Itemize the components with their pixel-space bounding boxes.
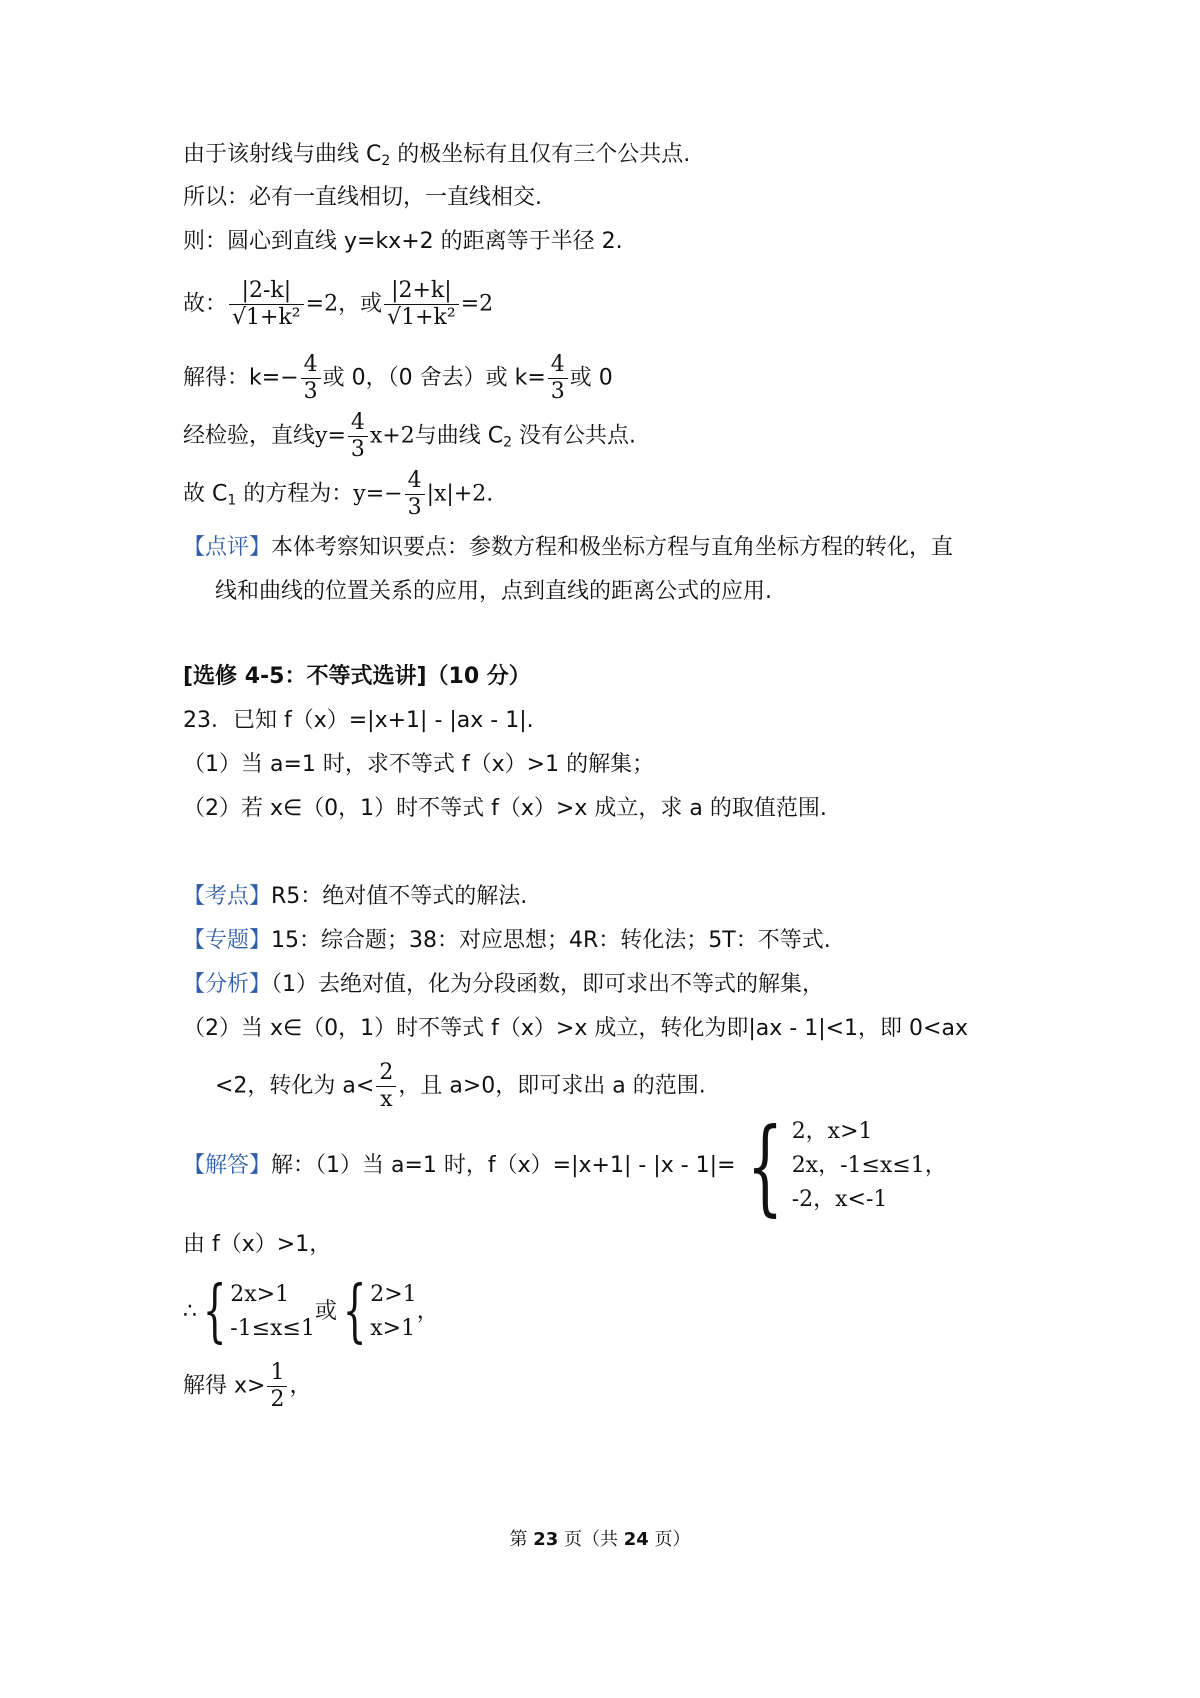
formula-distance: 故： $\frac{|2-k|}{\text{√1+k²}}$ =2，或 $\frac{|2+k|}{\text{√1+k²}}$ =2 <box>183 278 494 330</box>
left-brace: { <box>202 1272 227 1351</box>
fraction: $\frac{4}{3}$ <box>548 352 568 405</box>
left-brace: { <box>746 1105 783 1227</box>
text-line-2: 所以：必有一直线相切，一直线相交. <box>183 185 542 210</box>
zhuanti-tag: 【专题】 <box>183 928 272 953</box>
solution-line-1: 【解答】解：（1）当 a=1 时，f（x）=|x+1| - |x - 1|= { 2，x>1 2x，-1≤x≤1， -2，x<-1 <box>183 1105 947 1227</box>
zhuanti-line: 【专题】15：综合题；38：对应思想；4R：转化法；5T：不等式. <box>183 928 831 953</box>
fraction: $\frac{|2-k|}{\text{√1+k²}}$ <box>229 278 304 331</box>
fenxi-line-2: （2）当 x∈（0，1）时不等式 f（x）>x 成立，转化为即|ax - 1|<1，即 0<ax <box>183 1016 968 1041</box>
system-2: 2>1 x>1 <box>370 1282 417 1341</box>
comment-line-1: 【点评】本体考察知识要点：参数方程和极坐标方程与直角坐标方程的转化，直 <box>183 535 954 560</box>
problem-question-1: （1）当 a=1 时，求不等式 f（x）>1 的解集； <box>183 752 655 777</box>
total-pages: 24 <box>623 1529 649 1550</box>
page-footer: 第 23 页（共 24 页） <box>509 1529 691 1550</box>
solution-line-4: 解得 x> $\frac{1}{2}$ ， <box>183 1360 312 1412</box>
page-number: 23 <box>533 1529 559 1550</box>
text-line-1: 由于该射线与曲线 $C_2$ 的极坐标有且仅有三个公共点. <box>183 142 691 169</box>
fraction: $\frac{|2+k|}{\text{√1+k²}}$ <box>384 278 459 331</box>
text-line-solve-k: 解得：k=− $\frac{4}{3}$ 或 0，（0 舍去）或 k= $\frac{4}{3}$ 或 0 <box>183 352 613 404</box>
kaodian-tag: 【考点】 <box>183 884 272 909</box>
comment-tag: 【点评】 <box>183 535 272 560</box>
problem-stem: 23．已知 f（x）=|x+1| - |ax - 1|. <box>183 708 534 733</box>
fraction: $\frac{2}{x}$ <box>376 1060 396 1113</box>
kaodian-line: 【考点】R5：绝对值不等式的解法. <box>183 884 528 909</box>
comment-line-2: 线和曲线的位置关系的应用，点到直线的距离公式的应用. <box>215 579 772 604</box>
fenxi-tag: 【分析】 <box>183 972 272 997</box>
left-brace: { <box>342 1272 367 1351</box>
text-line-c1-equation: 故 $C_1$ 的方程为：y=− $\frac{4}{3}$ |x|+2. <box>183 468 494 520</box>
fraction: $\frac{4}{3}$ <box>405 468 425 521</box>
piecewise-cases: 2，x>1 2x，-1≤x≤1， -2，x<-1 <box>791 1119 947 1212</box>
text-line-verify: 经检验，直线y= $\frac{4}{3}$ x+2与曲线 $C_2$ 没有公共点. <box>183 410 637 462</box>
solution-tag: 【解答】 <box>183 1153 272 1178</box>
solution-line-3: ∴{ 2x>1 -1≤x≤1 或{ 2>1 x>1 ， <box>183 1272 439 1351</box>
fenxi-line-1: 【分析】（1）去绝对值，化为分段函数，即可求出不等式的解集， <box>183 972 825 997</box>
solution-line-2: 由 f（x）>1， <box>183 1232 332 1257</box>
fenxi-line-3: <2，转化为 a< $\frac{2}{x}$ ，且 a>0，即可求出 a 的范围. <box>215 1060 706 1112</box>
problem-question-2: （2）若 x∈（0，1）时不等式 f（x）>x 成立，求 a 的取值范围. <box>183 796 827 821</box>
section-heading: [选修 4-5：不等式选讲]（10 分） <box>183 664 531 689</box>
system-1: 2x>1 -1≤x≤1 <box>230 1282 315 1341</box>
fraction: $\frac{4}{3}$ <box>348 410 368 463</box>
fraction: $\frac{1}{2}$ <box>267 1360 287 1413</box>
text-line-3: 则：圆心到直线 y=kx+2 的距离等于半径 2. <box>183 229 623 254</box>
fraction: $\frac{4}{3}$ <box>301 352 321 405</box>
